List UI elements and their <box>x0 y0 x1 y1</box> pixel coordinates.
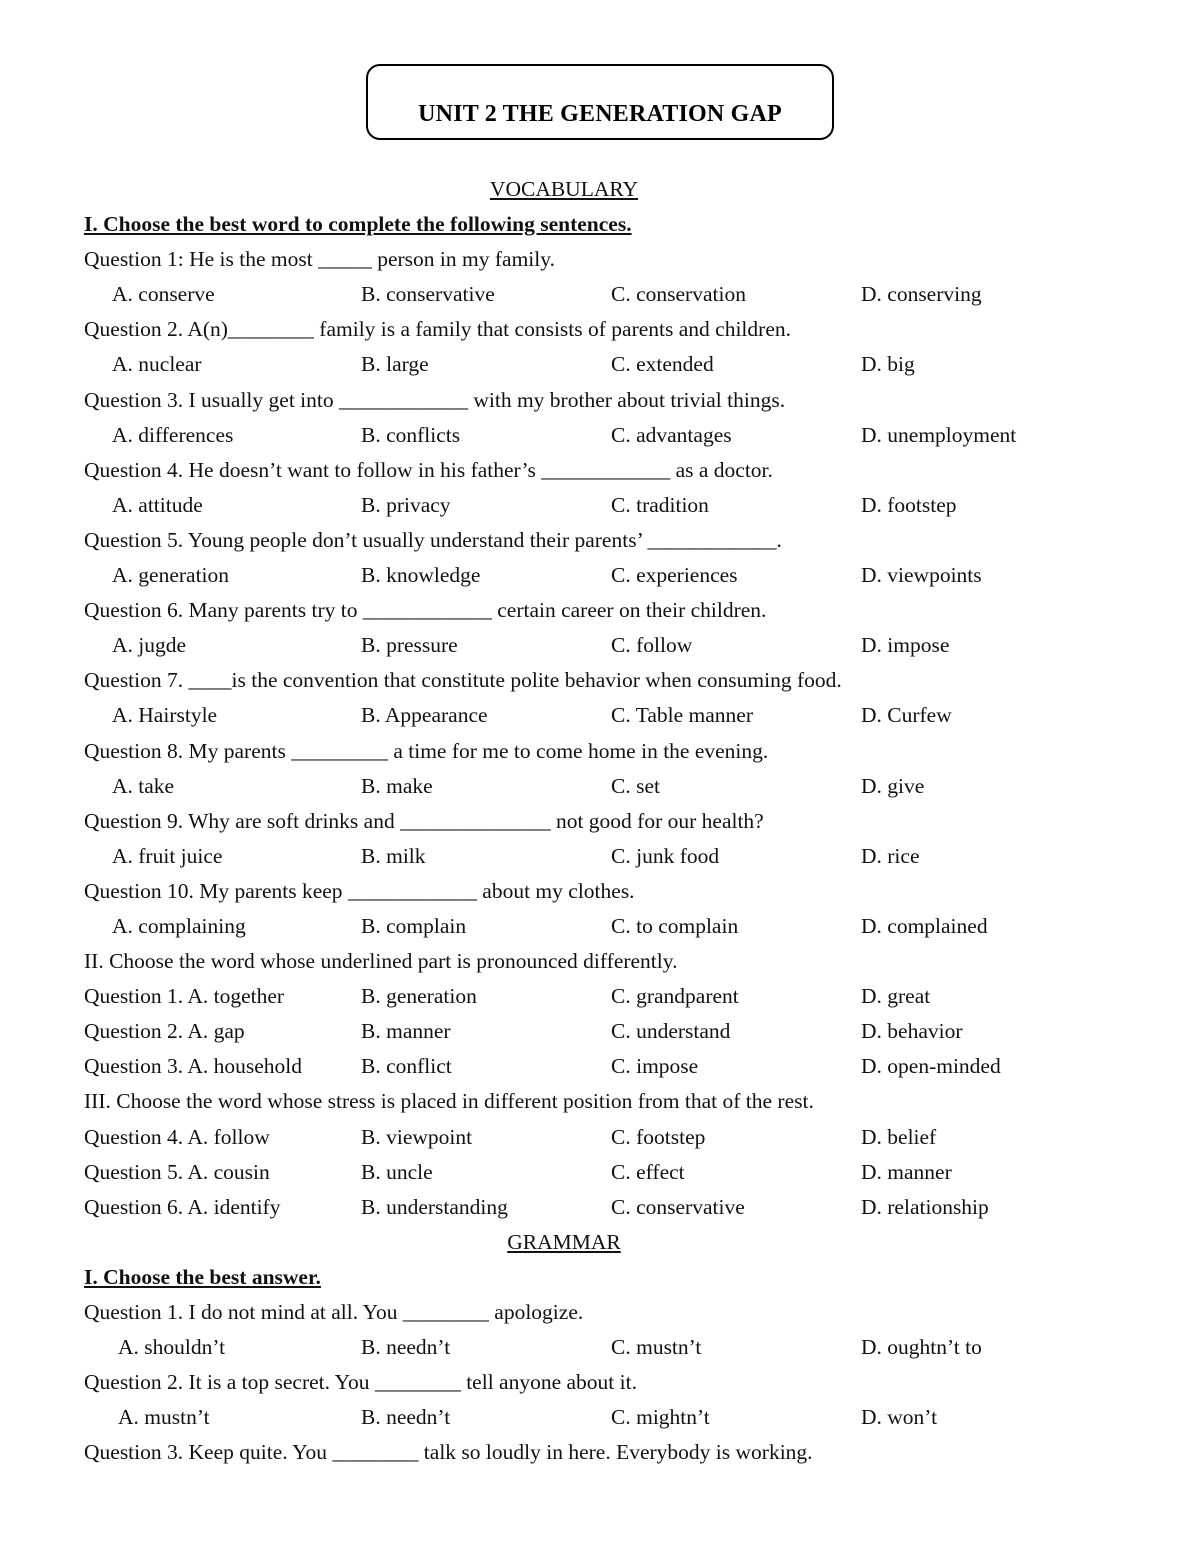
grammar-heading: GRAMMAR <box>507 1229 621 1254</box>
answer-option: C. tradition <box>611 492 709 517</box>
answer-option: A. complaining <box>112 913 246 938</box>
answer-option: C. mustn’t <box>611 1335 702 1360</box>
question-row <box>84 1049 1124 1084</box>
answer-option: C. footstep <box>611 1124 706 1149</box>
answer-option: B. conservative <box>361 282 495 307</box>
vocab-section2-title: II. Choose the word whose underlined part is pronounced differently. <box>84 949 678 974</box>
grammar-question-list <box>84 1295 1124 1470</box>
answer-option: D. great <box>861 984 931 1009</box>
answer-option: C. grandparent <box>611 984 739 1009</box>
answer-option: A. take <box>112 773 175 798</box>
answer-options <box>84 698 1124 733</box>
answer-option: B. milk <box>361 843 426 868</box>
question-text: Question 4. He doesn’t want to follow in his father’s ____________ as a doctor. <box>84 457 773 482</box>
question-row <box>84 1120 1124 1155</box>
answer-option: B. viewpoint <box>361 1124 473 1149</box>
answer-options <box>84 1330 1124 1365</box>
answer-option: C. conservation <box>611 282 746 307</box>
answer-option: B. needn’t <box>361 1405 451 1430</box>
question-text: Question 3. Keep quite. You ________ talk so loudly in here. Everybody is working. <box>84 1440 813 1465</box>
answer-option: B. make <box>361 773 433 798</box>
answer-option: A. fruit juice <box>112 843 223 868</box>
question-text: Question 9. Why are soft drinks and ______________ not good for our health? <box>84 808 764 833</box>
question-row <box>84 1014 1124 1049</box>
answer-option: B. needn’t <box>361 1335 451 1360</box>
answer-option: B. pressure <box>361 633 458 658</box>
answer-options <box>84 628 1124 663</box>
answer-option: B. knowledge <box>361 563 481 588</box>
answer-option: B. understanding <box>361 1194 508 1219</box>
answer-option: D. won’t <box>861 1405 938 1430</box>
answer-option: Question 2. A. gap <box>84 1019 245 1044</box>
answer-option: C. impose <box>611 1054 699 1079</box>
vocab-question-list <box>84 242 1124 944</box>
answer-option: A. differences <box>112 422 234 447</box>
answer-option: D. manner <box>861 1159 952 1184</box>
stress-question-list <box>84 1120 1124 1225</box>
answer-option: C. experiences <box>611 563 738 588</box>
answer-option: A. attitude <box>112 492 203 517</box>
question-text: Question 8. My parents _________ a time for me to come home in the evening. <box>84 738 769 763</box>
answer-option: B. privacy <box>361 492 451 517</box>
answer-option: D. viewpoints <box>861 563 982 588</box>
answer-option: D. big <box>861 352 915 377</box>
answer-option: D. give <box>861 773 925 798</box>
worksheet-content <box>84 172 1124 1470</box>
answer-options <box>84 769 1124 804</box>
vocab-section1-title: I. Choose the best word to complete the following sentences. <box>84 212 632 237</box>
answer-option: C. to complain <box>611 913 739 938</box>
answer-option: B. generation <box>361 984 477 1009</box>
answer-option: Question 1. A. together <box>84 984 285 1009</box>
answer-options <box>84 909 1124 944</box>
question-row <box>84 1155 1124 1190</box>
unit-title: UNIT 2 THE GENERATION GAP <box>418 101 782 127</box>
answer-option: D. relationship <box>861 1194 989 1219</box>
answer-option: D. unemployment <box>861 422 1017 447</box>
answer-option: B. Appearance <box>361 703 488 728</box>
question-text: Question 6. Many parents try to ____________ certain career on their children. <box>84 598 767 623</box>
answer-options <box>84 1400 1124 1435</box>
pronunciation-question-list <box>84 979 1124 1084</box>
answer-option: A. mustn’t <box>118 1405 210 1430</box>
answer-option: Question 5. A. cousin <box>84 1159 270 1184</box>
answer-option: D. behavior <box>861 1019 963 1044</box>
question-text: Question 3. I usually get into ____________ with my brother about trivial things. <box>84 387 786 412</box>
answer-option: D. complained <box>861 913 988 938</box>
answer-option: C. follow <box>611 633 693 658</box>
answer-option: A. nuclear <box>112 352 202 377</box>
answer-option: D. rice <box>861 843 920 868</box>
question-row <box>84 1190 1124 1225</box>
question-text: Question 5. Young people don’t usually understand their parents’ ____________. <box>84 527 782 552</box>
answer-option: B. large <box>361 352 429 377</box>
answer-option: Question 3. A. household <box>84 1054 302 1079</box>
answer-option: C. mightn’t <box>611 1405 710 1430</box>
question-row <box>84 979 1124 1014</box>
answer-option: A. jugde <box>112 633 187 658</box>
answer-option: C. extended <box>611 352 714 377</box>
question-text: Question 2. A(n)________ family is a family that consists of parents and children. <box>84 317 791 342</box>
answer-option: A. Hairstyle <box>112 703 218 728</box>
answer-option: C. set <box>611 773 660 798</box>
answer-option: D. belief <box>861 1124 937 1149</box>
answer-options <box>84 347 1124 382</box>
answer-option: Question 6. A. identify <box>84 1194 281 1219</box>
answer-option: C. understand <box>611 1019 731 1044</box>
vocab-section3-title: III. Choose the word whose stress is placed in different position from that of the rest. <box>84 1089 814 1114</box>
answer-option: D. footstep <box>861 492 957 517</box>
answer-options <box>84 277 1124 312</box>
answer-option: C. advantages <box>611 422 732 447</box>
answer-option: D. Curfew <box>861 703 952 728</box>
answer-option: B. conflicts <box>361 422 461 447</box>
answer-option: D. conserving <box>861 282 982 307</box>
question-text: Question 1: He is the most _____ person in my family. <box>84 247 555 272</box>
answer-option: A. shouldn’t <box>118 1335 226 1360</box>
answer-options <box>84 839 1124 874</box>
answer-option: B. complain <box>361 913 467 938</box>
answer-option: D. impose <box>861 633 950 658</box>
answer-option: C. junk food <box>611 843 720 868</box>
question-text: Question 7. ____is the convention that constitute polite behavior when consuming food. <box>84 668 842 693</box>
vocabulary-heading: VOCABULARY <box>489 177 639 201</box>
answer-option: C. conservative <box>611 1194 745 1219</box>
answer-options <box>84 418 1124 453</box>
answer-option: A. generation <box>112 563 230 588</box>
answer-option: D. oughtn’t to <box>861 1335 982 1360</box>
answer-option: B. manner <box>361 1019 451 1044</box>
answer-option: D. open-minded <box>861 1054 1001 1079</box>
answer-option: C. Table manner <box>611 703 753 728</box>
answer-options <box>84 558 1124 593</box>
answer-option: B. uncle <box>361 1159 433 1184</box>
answer-options <box>84 488 1124 523</box>
answer-option: A. conserve <box>112 282 215 307</box>
answer-option: C. effect <box>611 1159 685 1184</box>
question-text: Question 1. I do not mind at all. You ________ apologize. <box>84 1300 584 1324</box>
answer-option: Question 4. A. follow <box>84 1124 270 1149</box>
question-text: Question 2. It is a top secret. You ________ tell anyone about it. <box>84 1370 637 1395</box>
grammar-section1-title: I. Choose the best answer. <box>84 1264 321 1289</box>
question-text: Question 10. My parents keep ____________ about my clothes. <box>84 878 635 903</box>
answer-option: B. conflict <box>361 1054 452 1079</box>
